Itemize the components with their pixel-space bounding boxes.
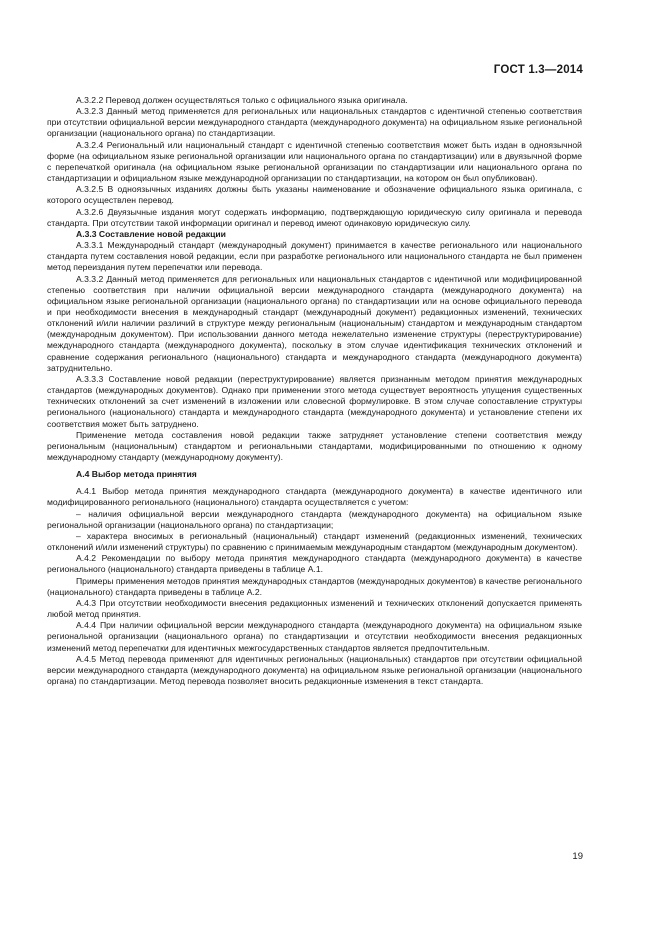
section-heading-a4: А.4 Выбор метода принятия	[76, 469, 197, 480]
paragraph-examples-note: Примеры применения методов принятия международных стандартов (международных документов) в качестве регионального (национального) стандарта приведены в таблице А.2.	[47, 575, 582, 597]
paragraph-a3-3-3: А.3.3.3 Составление новой редакции (переструктурирование) является признанным методом принятия международных стандартов (международных документов). Однако при применении этого метода существует вероятность упущения существенных технических отклонений за счет изменений в изложении или словесной формулировке. В этом случае сопоставление структуры регионального (национального) стандарта и международного стандарта (международного документа) и установление степени их соответствия может быть затруднено.	[47, 373, 582, 429]
paragraph-a4-4: А.4.4 При наличии официальной версии международного стандарта (международного документа) на официальном языке региональной организации (национального органа) по стандартизации и отсутствии необходимости внесения редакционных изменений метод перепечатки для идентичных межгосударственных стандартов является предпочтительным.	[47, 620, 582, 653]
paragraph-new-edition-note: Применение метода составления новой редакции также затрудняет установление степени соответствия между региональным (национальным) стандартом и региональными стандартами, модифицированными по отношению к одному международному стандарту (международному документу).	[47, 429, 582, 462]
paragraph-a3-2-5: А.3.2.5 В одноязычных изданиях должны быть указаны наименование и обозначение официального языка оригинала, с которого осуществлен перевод.	[47, 184, 582, 206]
paragraph-a3-2-2: А.3.2.2 Перевод должен осуществляться только с официального языка оригинала.	[76, 95, 408, 105]
section-heading-a3-3: А.3.3 Составление новой редакции	[76, 228, 226, 239]
paragraph-a4-5: А.4.5 Метод перевода применяют для идентичных региональных (национальных) стандартов при отсутствии официальной версии международного стандарта (международного документа) на официальном языке региональной организации (национального органа) по стандартизации. Метод перевода позволяет вносить редакционные изменения в текст стандарта.	[47, 653, 582, 686]
paragraph-a3-2-3: А.3.2.3 Данный метод применяется для региональных или национальных стандартов с идентичной степенью соответствия при отсутствии официальной версии международного стандарта (международного документа) на официальном языке региональной организации (национального органа) по стандартизации.	[47, 106, 582, 139]
list-item-changes-nature: – характера вносимых в региональный (национальный) стандарт изменений (редакционных изменений, технических отклонений и/или изменений структуры) по сравнению с принимаемым международным стандартом (международным документом).	[47, 530, 582, 553]
paragraph-a4-1: А.4.1 Выбор метода принятия международного стандарта (международного документа) в качестве идентичного или модифицированного регионального (национального) стандарта осуществляется с учетом:	[47, 486, 582, 508]
paragraph-a3-2-4: А.3.2.4 Региональный или национальный стандарт с идентичной степенью соответствия может быть издан в одноязычной форме (на официальном языке региональной организации или национального органа по стандартизации) или в двуязычной форме с перепечаткой оригинала (на официальном языке региональной организации по стандартизации или национального органа по стандартизации и официальном языке международной организации по стандартизации, на котором он был опубликован).	[47, 139, 582, 184]
paragraph-a4-3: А.4.3 При отсутствии необходимости внесения редакционных изменений и технических отклонений допускается применять любой метод принятия.	[47, 597, 582, 620]
paragraph-a3-2-6: А.3.2.6 Двуязычные издания могут содержать информацию, подтверждающую юридическую силу оригинала и перевода стандарта. При отсутствии такой информации оригинал и перевод имеют одинаковую юридическую силу.	[47, 206, 582, 228]
page-body	[47, 95, 582, 687]
page-number: 19	[572, 851, 583, 862]
list-item-official-version: – наличия официальной версии международного стандарта (международного документа) на официальном языке региональной организации (национального органа) по стандартизации;	[47, 508, 582, 530]
paragraph-a4-2: А.4.2 Рекомендации по выбору метода принятия международного стандарта (международного документа) в качестве регионального (национального) стандарта приведены в таблице А.1.	[47, 553, 582, 575]
paragraph-a3-3-2: А.3.3.2 Данный метод применяется для региональных или национальных стандартов с идентичной или модифицированной степенью соответствия при наличии официальной версии международного стандарта (международного документа) на официальном языке региональной организации (национального органа) по стандартизации или на основе официального перевода и при необходимости внесения в международный стандарт (международный документ) редакционных изменений, технических отклонений и/или наличии различий в структуре между региональным (национальным) стандартом и международным стандартом (международным документом). При использовании данного метода нежелательно изменение структуры (переструктурирование) международного стандарта (международного документа), поскольку в этом случае идентификация технических отклонений и сравнение содержания регионального (национального) стандарта и международного стандарта (международного документа) затруднительно.	[47, 273, 582, 373]
document-code: ГОСТ 1.3—2014	[493, 64, 583, 76]
paragraph-a3-3-1: А.3.3.1 Международный стандарт (международный документ) принимается в качестве регионального или национального стандарта путем составления новой редакции, если при разработке регионального или национального стандарта не был применен метод переиздания путем перепечатки или перевода.	[47, 240, 582, 273]
